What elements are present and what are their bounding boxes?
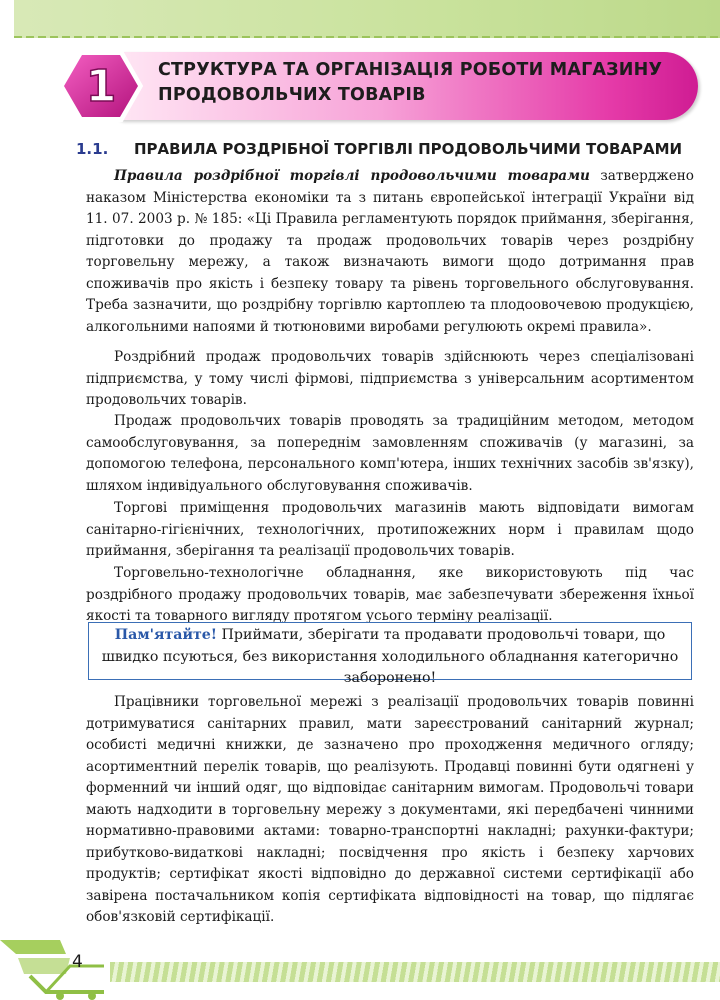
paragraph-5: Торговельно-технологічне обладнання, яке використовують під час роздрібного продажу продовольчих товарів, має забезпечувати збереження їхньої якості та товарного вигляду протягом усього терміну реалізації. (86, 565, 694, 624)
paragraph-4: Торгові приміщення продовольчих магазинів мають відповідати вимогам санітарно-гігієнічних, технологічних, протипожежних норм і правилам щодо приймання, зберігання та реалізації продовольчих товарів. (86, 500, 694, 559)
chapter-number: 1 (85, 61, 117, 112)
chapter-banner (58, 52, 698, 120)
warning-note-box (88, 622, 692, 686)
warning-note-text: Приймати, зберігати та продавати продовольчі товари, що швидко псуються, без використання холодильного обладнання категорично заборонено! (101, 627, 679, 686)
footer-decorative-stripe (110, 962, 720, 982)
chapter-title-line-2: ПРОДОВОЛЬЧИХ ТОВАРІВ (158, 85, 426, 105)
section-heading (76, 140, 696, 158)
paragraph-3: Продаж продовольчих товарів проводять за традиційним методом, методом самообслуговування, за попереднім замовленням споживачів (у магазині, за допомогою телефона, персонального комп'ютера, інших технічних засобів зв'язку), шляхом індивідуального обслуговування споживачів. (86, 413, 694, 494)
chapter-title-line-1: СТРУКТУРА ТА ОРГАНІЗАЦІЯ РОБОТИ МАГАЗИНУ (158, 60, 663, 80)
paragraph-1 (86, 166, 694, 338)
defined-term: Правила роздрібної торгівлі продовольчими товарами (114, 168, 590, 184)
paragraph-1-text: затверджено наказом Міністерства економіки та з питань європейської інтеграції України від 11. 07. 2003 р. № 185: «Ці Правила регламентують порядок приймання, зберігання, підготовки до продажу та продаж продовольчих товарів через роздрібну торговельну мережу, а також визначають вимоги щодо дотримання прав споживачів про якість і безпеку товару та рівень торговельного обслуговування. Треба зазначити, що роздрібну торгівлю картоплею та плодоовочевою продукцією, алкогольними напоями й тютюновими виробами регулюють окремі правила». (86, 168, 694, 335)
shopping-cart-icon (0, 940, 110, 1000)
warning-note (97, 625, 683, 690)
warning-note-label: Пам'ятайте! (114, 627, 218, 643)
header-decorative-stripe (14, 0, 720, 38)
page-number: 4 (72, 952, 83, 972)
section-number: 1.1. (76, 140, 109, 158)
chapter-title (158, 58, 678, 108)
paragraph-6: Працівники торговельної мережі з реалізації продовольчих товарів повинні дотримуватися санітарних правил, мати зареєстрований санітарний журнал; особисті медичні книжки, де зазначено про проходження медичного огляду; асортиментний перелік товарів, що реалізують. Продавці повинні бути одягнені у форменний чи інший одяг, що відповідає санітарним вимогам. Продовольчі товари мають надходити в торговельну мережу з документами, які передбачені чинними нормативно-правовими актами: товарно-транспортні накладні; рахунки-фактури; прибутково-видаткові накладні; посвідчення про якість і безпеку харчових продуктів; сертифікат якості відповідно до державної системи сертифікації або завірена постачальником копія сертифіката відповідності на товар, що підлягає обов'язковій сертифікації. (86, 694, 694, 925)
chapter-number-badge (58, 48, 144, 124)
paragraph-2: Роздрібний продаж продовольчих товарів здійснюють через спеціалізовані підприємства, у тому числі фірмові, підприємства з універсальним асортиментом продовольчих товарів. (86, 349, 694, 408)
section-title: ПРАВИЛА РОЗДРІБНОЇ ТОРГІВЛІ ПРОДОВОЛЬЧИМИ ТОВАРАМИ (134, 140, 683, 158)
